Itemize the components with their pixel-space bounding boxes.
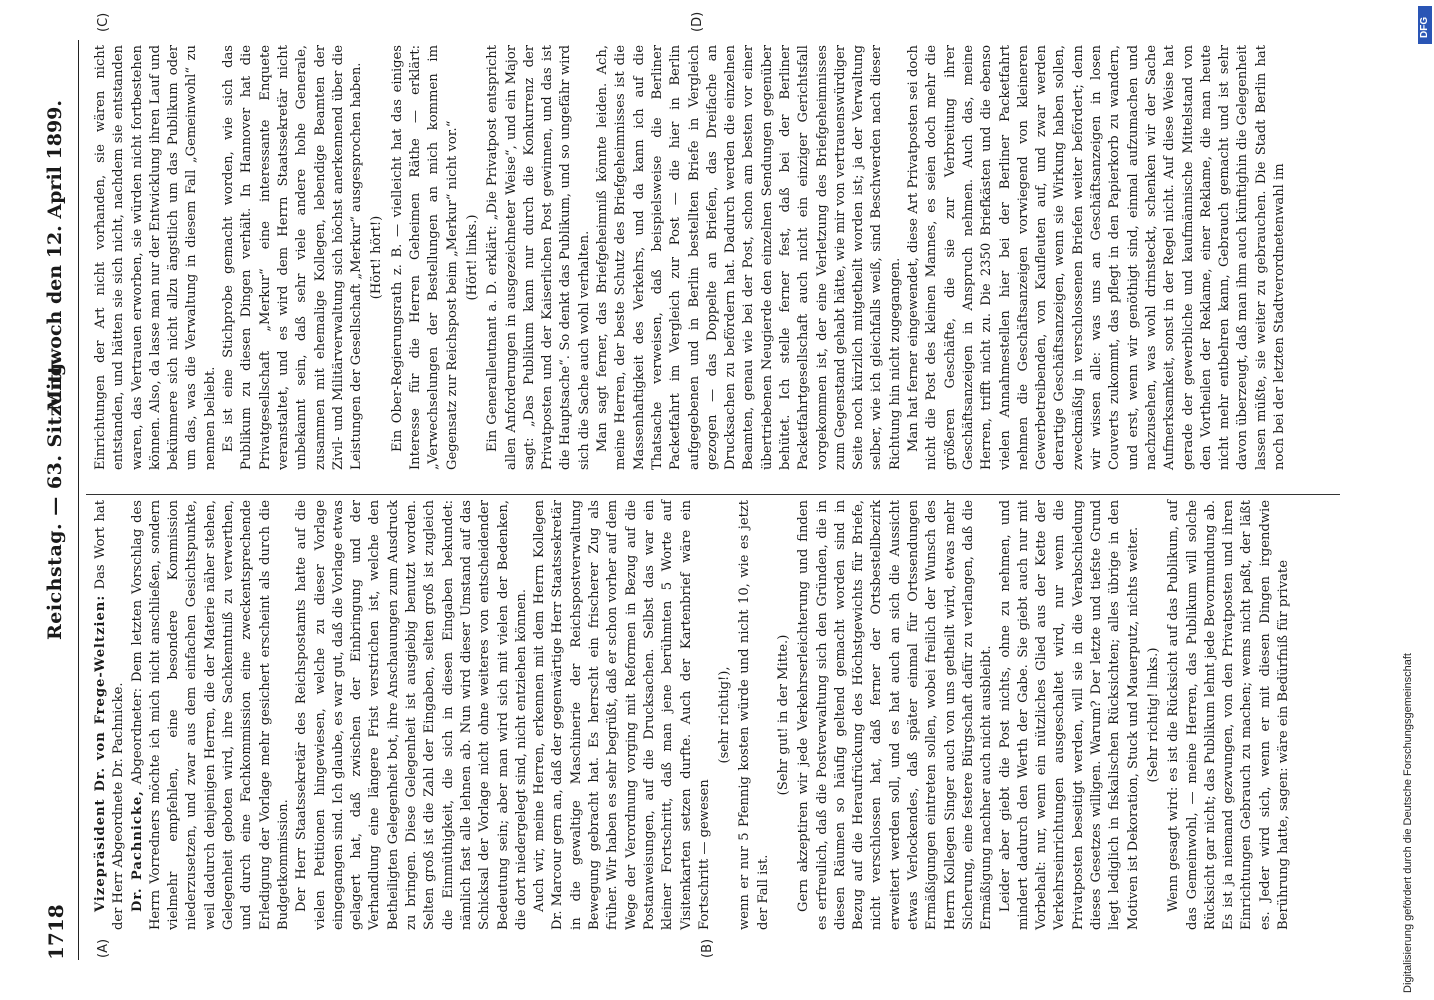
paragraph: Ein Generalleutnant a. D. erklärt: „Die Privatpost entspricht allen Anforderungen in ausgezeichneter Weise“, und ein Major sagt: „Das Publikum kann nur durch die Konkurrenz der Privatposten und der Kaiserlichen Post gewinnen, und das ist die Hauptsache“. So denkt das Publikum, und so ungefähr wird sich die Sache auch wohl verhalten.: [485, 45, 592, 470]
dfg-logo-text: DFG: [1419, 16, 1430, 38]
speaker-name: Vizepräsident Dr. von Frege-Weltzien:: [93, 594, 108, 912]
running-title: Reichstag. — 63. Sitzung.: [44, 355, 66, 640]
paragraph: Leider aber giebt die Post nichts, ohne zu nehmen, und mindert dadurch den Werth der Gabe. Sie giebt auch nur mit Vorbehalt: nur, wenn ein nützliches Glied aus der Kette der Verkehrseinrichtungen ausgeschaltet wird, nur wenn die Privatposten beseitigt werden, will sie in die Verabschiedung dieses Gesetzes willigen. Warum? Der letzte und tiefste Grund liegt lediglich in fiskalischen Rücksichten; alles übrige in den Motiven ist Dekoration, Stuck und Mauerputz, nichts weiter.: [997, 500, 1141, 930]
speaker-paragraph: [92, 500, 129, 930]
column-divider: [86, 494, 1340, 495]
header-rule: [78, 40, 79, 960]
speech-text: Das Wort hat der Herr Abgeordnete Dr. Pachnicke.: [93, 500, 127, 930]
page-header: [40, 40, 78, 960]
credit-strip: [1396, 0, 1434, 1000]
paragraph: Gern akzeptiren wir jede Verkehrserleichterung und finden es erfreulich, daß die Postverwaltung sich den Gründen, die in diesen Räumen so häufig geltend gemacht worden sind in Bezug auf die Heraufrückung des Höchstgewichts für Briefe, nicht verschlossen hat, daß ferner der Ortsbestellbezirk erweitert werden soll, und es hat auch an sich die Aussicht etwas Verlockendes, daß später einmal für Ortssendungen Ermäßigungen eintreten sollen, wobei freilich der Wunsch des Herrn Kollegen Singer auch von uns getheilt wird, etwas mehr Sicherung, eine festere Bürgschaft dafür zu verlangen, daß die Ermäßigung nachher auch nicht ausbleibt.: [796, 500, 995, 930]
paragraph: wenn er nur 5 Pfennig kosten würde und nicht 10, wie es jetzt der Fall ist.: [737, 500, 771, 930]
right-column: [92, 45, 1289, 470]
margin-label-b: (B): [700, 938, 715, 958]
paragraph: Einrichtungen der Art nicht vorhanden, sie wären nicht entstanden, und hätten sie sich nicht, nachdem sie entstanden waren, das Vertrauen erworben, sie würden nicht fortbestehen können. Also, da lasse man nur der Entwicklung ihren Lauf und bekümmere sich nicht allzu ängstlich um das Publikum oder um das, was die Verwaltung in diesem Fall „Gemeinwohl“ zu nennen beliebt.: [93, 45, 218, 470]
page-number: 1718: [44, 904, 68, 960]
paragraph: Auch wir, meine Herren, erkennen mit dem Herrn Kollegen Dr. Marcour gern an, daß der gegenwärtige Herr Staatssekretär in die gewaltige Maschinerie der Reichspostverwaltung Bewegung gebracht hat. Es herrscht ein frischerer Zug als früher. Wir haben es sehr begrüßt, daß er schon vorher auf dem Wege der Verordnung vorging mit Reformen in Bezug auf die Postanweisungen, auf die Drucksachen. Selbst das war ein kleiner Fortschritt, daß man jene berühmten 5 Worte auf Visitenkarten setzen durfte. Auch der Kartenbrief wäre ein Fortschritt — gewesen: [532, 500, 712, 930]
margin-label-c: (C): [96, 12, 111, 32]
paragraph: Man hat ferner eingewendet, diese Art Privatposten sei doch nicht die Post des kleinen Mannes, es seien doch mehr die größeren Geschäfte, die sie zur Verbreitung ihrer Geschäftsanzeigen in Anspruch nehmen. Auch das, meine Herren, trifft nicht zu. Die 2350 Briefkästen und die ebenso vielen Annahmestellen hier bei der Berliner Packetfahrt nehmen die Geschäftsanzeigen vorwiegend von kleineren Gewerbetreibenden, von Kaufleuten auf, und zwar werden derartige Geschäftsanzeigen, wenn sie Wirkung haben sollen, zweckmäßig in verschlossenen Briefen weiter befördert; denn wir wissen alle: was uns an Geschäftsanzeigen in losen Couverts zukommt, das pflegt in den Papierkorb zu wandern, und erst, wenn wir genöthigt sind, einmal aufzumachen und nachzusehen, was wohl drinsteckt, schenken wir der Sache Aufmerksamkeit, sonst in der Regel nicht. Auf diese Weise hat gerade der gewerbliche und kaufmännische Mittelstand von den Vortheilen der Reklame, einer Reklame, die man heute nicht mehr entbehren kann, Gebrauch gemacht und ist sehr davon überzeugt, daß man ihm auch künftighin die Gelegenheit lassen müßte, sie weiter zu gebrauchen. Die Stadt Berlin hat noch bei der letzten Stadtverordnetenwahl im: [906, 45, 1287, 470]
digitization-credit: Digitalisierung gefördert durch die Deutsche Forschungsgemeinschaft: [1402, 653, 1414, 993]
margin-label-a: (A): [96, 938, 111, 958]
dfg-logo: [1418, 6, 1432, 44]
paragraph: Man sagt ferner, das Briefgeheimniß könnte leiden. Ach, meine Herren, der beste Schutz des Briefgeheimnisses ist die Massenhaftigkeit des Verkehrs, und da kann ich auf die Thatsache verweisen, daß beispielsweise die Berliner Packetfahrt im Vergleich zur Post — die hier in Berlin aufgegebenen und in Berlin bestellten Briefe in Vergleich gezogen — das Doppelte an Briefen, das Dreifache an Drucksachen zu befördern hat. Dadurch werden die einzelnen Beamten, genau wie bei der Post, schon am besten vor einer übertriebenen Neugierde den einzelnen Sendungen gegenüber behütet. Ich stelle ferner fest, daß bei der Berliner Packetfahrtgesellschaft auch nicht ein einziger Gerichtsfall vorgekommen ist, der eine Verletzung des Briefgeheimnisses zum Gegenstand gehabt hätte, wie mir von vertrauenswürdiger Seite noch kürzlich mitgetheilt worden ist; ja der Verwaltung selber, wie ich gleichfalls weiß, sind Beschwerden nach dieser Richtung hin nicht zugegangen.: [595, 45, 903, 470]
margin-label-d: (D): [690, 11, 705, 32]
session-date: Mittwoch den 12. April 1899.: [44, 100, 66, 411]
paragraph: Der Herr Staatssekretär des Reichspostamts hatte auf die vielen Petitionen hingewiesen, welche zu dieser Vorlage eingegangen sind. Ich glaube, es war gut, daß die Vorlage etwas gelagert hat, daß zwischen der Einbringung und der Verhandlung eine längere Frist verstrichen ist, welche den Betheiligten Gelegenheit bot, ihre Anschauungen zum Ausdruck zu bringen. Diese Gelegenheit ist ausgiebig benutzt worden. Selten groß ist die Zahl der Eingaben, selten groß ist zugleich die Einmüthigkeit, die sich in diesen Eingaben bekundet: nämlich fast alle lehnen ab. Nun wird dieser Umstand auf das Schicksal der Vorlage nicht ohne weiteres von entscheidender Bedeutung sein; aber man wird sich mit vielen der Bedenken, die dort niedergelegt sind, nicht entziehen können.: [294, 500, 529, 930]
interjection: (Hört! links.): [464, 214, 480, 301]
speaker-name: Dr. Pachnicke,: [129, 790, 145, 912]
left-column: [92, 500, 1293, 930]
paragraph: Wenn gesagt wird: es ist die Rücksicht auf das Publikum, auf das Gemeinwohl, — meine Herren, das Publikum will solche Rücksicht gar nicht; das Publikum lehnt jede Bevormundung ab. Es ist ja niemand gezwungen, von den Privatposten und ihren Einrichtungen Gebrauch zu machen; wems nicht paßt, der läßt es. Jeder wird sich, wenn er mit diesen Dingen irgendwie Berührung hatte, sagen: wäre ein Bedürfniß für private: [1166, 500, 1291, 930]
interjection: (sehr richtig!),: [717, 666, 733, 764]
paragraph: Es ist eine Stichprobe gemacht worden, wie sich das Publikum zu diesen Dingen verhält. In Hannover hat die Privatgesellschaft „Merkur“ eine interessante Enquete veranstaltet, und es wird dem Herrn Staatssekretär nicht unbekannt sein, daß sehr viele andere hohe Generale, zusammen mit ehemalige Kollegen, lebendige Beamten der Zivil- und Militärverwaltung sich höchst anerkennend über die Leistungen der Gesellschaft „Merkur“ ausgesprochen haben.: [221, 45, 365, 470]
speaker-paragraph: [129, 500, 294, 930]
interjection: (Hört! hört!): [369, 215, 385, 300]
interjection: (Sehr gut! in der Mitte.): [775, 634, 791, 796]
interjection: (Sehr richtig! links.): [1145, 647, 1161, 783]
paragraph: Ein Ober-Regierungsrath z. B. — vielleicht hat das einiges Interesse für die Herren Geheimen Räthe — erklärt: „Verwechselungen der Bestellungen an mich kommen im Gegensatz zur Reichspost beim „Merkur“ nicht vor.“: [389, 45, 460, 470]
speech-text: Abgeordneter: Dem letzten Vorschlag des Herrn Vorredners möchte ich mich nicht anschließen, sondern vielmehr empfehlen, eine besondere Kommission niederzusetzen, und zwar aus dem einfachen Gesichtspunkte, weil dadurch denjenigen Herren, die der Materie näher stehen, Gelegenheit geboten wird, ihre Sachkenntniß zu verwerthen, und durch eine Fachkommission eine zweckentsprechende Erledigung der Vorlage mehr gesichert erscheint als durch die Budgetkommission.: [129, 500, 291, 930]
